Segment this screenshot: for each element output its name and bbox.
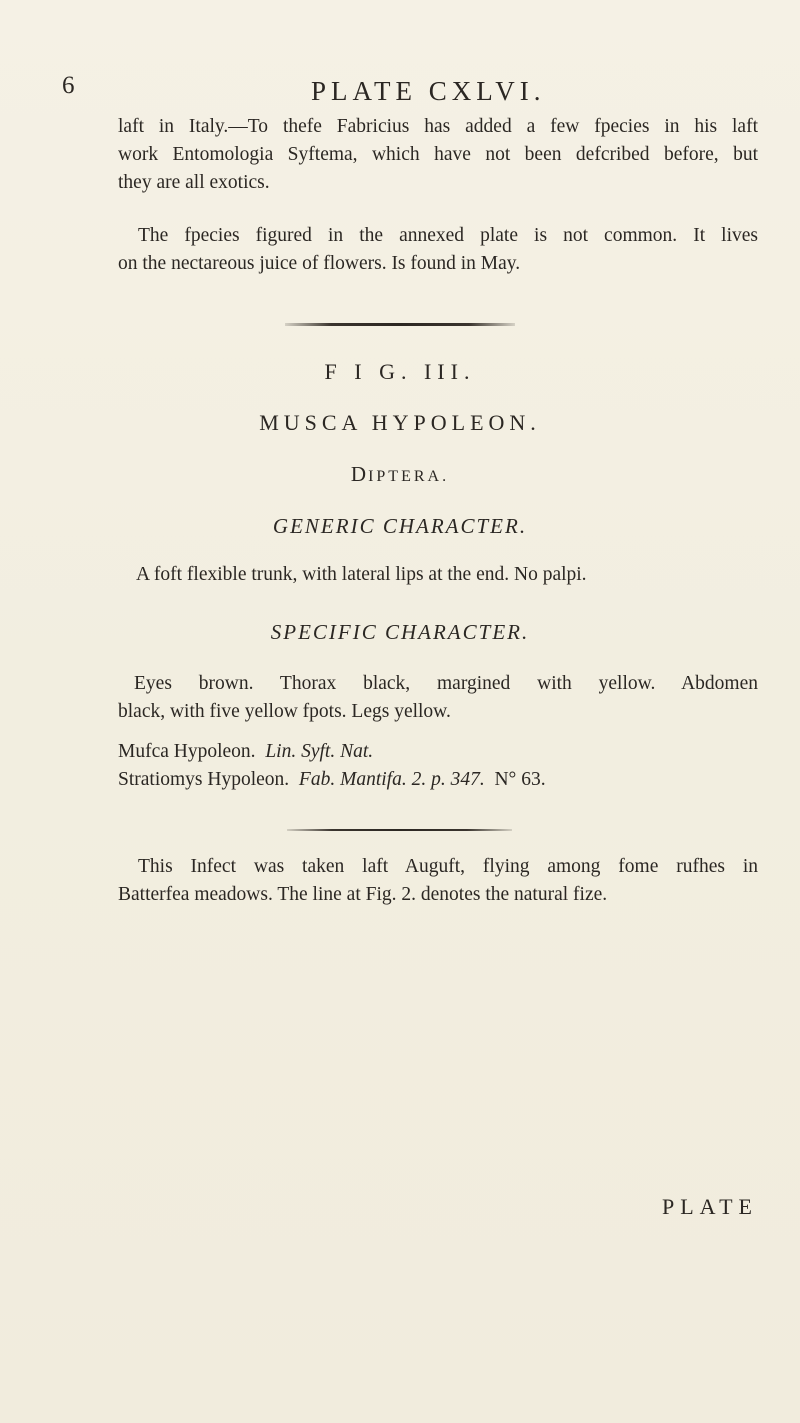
habitat-paragraph <box>118 222 758 278</box>
intro-line: work Entomologia Syftema, which have not been defcribed before, but <box>118 144 758 165</box>
specific-line: Eyes brown. Thorax black, margined with yellow. Abdomen <box>134 673 758 694</box>
specific-character-heading: SPECIFIC CHARACTER. <box>270 620 530 644</box>
synonym-number: N° 63. <box>494 769 546 790</box>
synonym-linnaeus <box>118 741 373 763</box>
order-name <box>0 462 800 487</box>
closing-line: Batterfea meadows. The line at Fig. 2. denotes the natural fize. <box>118 884 608 905</box>
closing-line: This Infect was taken laft Auguft, flying among fome rufhes in <box>138 856 758 877</box>
generic-character-text: A foft flexible trunk, with lateral lips at the end. No palpi. <box>136 564 587 585</box>
intro-line: they are all exotics. <box>118 172 270 193</box>
page-number: 6 <box>62 72 75 99</box>
section-divider <box>287 829 512 831</box>
closing-paragraph <box>118 853 758 909</box>
running-title: PLATE CXLVI. <box>311 76 546 106</box>
figure-label: F I G. III. <box>324 359 476 384</box>
intro-paragraph <box>118 113 758 197</box>
catchword: PLATE <box>662 1194 758 1219</box>
generic-character-heading: GENERIC CHARACTER. <box>272 514 528 538</box>
synonym-name: Stratiomys Hypoleon. <box>118 769 290 790</box>
synonym-reference: Fab. Mantifa. 2. p. 347. <box>298 769 485 790</box>
specific-character-paragraph <box>118 670 758 726</box>
specific-line: black, with five yellow fpots. Legs yellow. <box>118 701 451 722</box>
habitat-line: The fpecies figured in the annexed plate is not common. It lives <box>138 225 758 246</box>
synonym-reference: Lin. Syft. Nat. <box>265 741 374 762</box>
species-title: MUSCA HYPOLEON. <box>259 410 541 435</box>
habitat-line: on the nectareous juice of flowers. Is found in May. <box>118 253 521 274</box>
synonym-fabricius <box>118 769 546 791</box>
order-initial: D <box>350 462 369 486</box>
section-divider <box>285 323 515 326</box>
synonym-name: Mufca Hypoleon. <box>118 741 256 762</box>
intro-line: laft in Italy.—To thefe Fabricius has added a few fpecies in his laft <box>118 116 758 137</box>
order-rest: IPTERA. <box>368 468 450 485</box>
